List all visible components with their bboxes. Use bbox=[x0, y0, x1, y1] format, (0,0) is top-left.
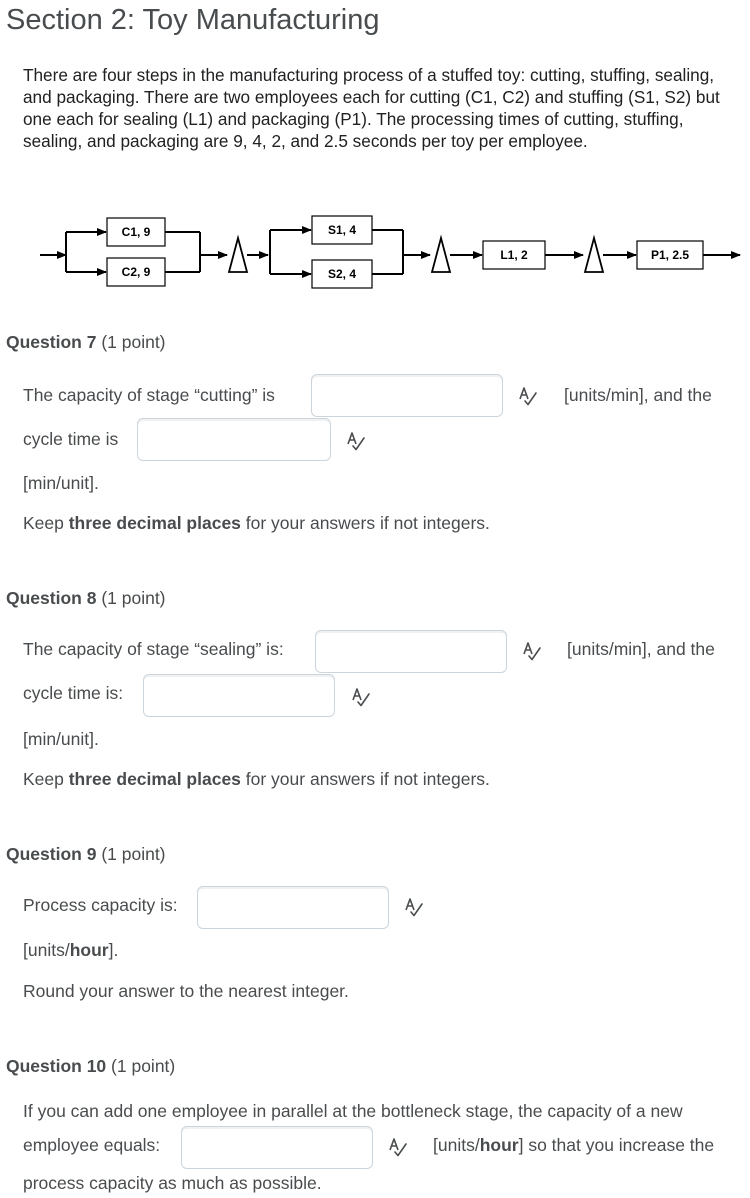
question-9-label: Question 9 bbox=[6, 844, 97, 864]
question-7-label: Question 7 bbox=[6, 332, 97, 352]
q7-unit-b: [min/unit]. bbox=[23, 473, 99, 493]
q10-text-a: employee equals: bbox=[23, 1135, 161, 1155]
page-title: Section 2: Toy Manufacturing bbox=[6, 4, 380, 36]
q9-text-a: Process capacity is: bbox=[23, 895, 178, 915]
process-flow-diagram bbox=[0, 200, 750, 300]
spellcheck-icon[interactable] bbox=[345, 430, 367, 452]
station-p1-label: P1, 2.5 bbox=[650, 248, 690, 262]
q7-cutting-capacity-input[interactable] bbox=[311, 374, 503, 417]
station-s1-label: S1, 4 bbox=[327, 223, 357, 237]
q7-text-a: The capacity of stage “cutting” is bbox=[23, 385, 275, 405]
q7-text-b: cycle time is bbox=[23, 429, 119, 449]
q9-unit: [units/hour]. bbox=[23, 940, 119, 960]
station-l1-label: L1, 2 bbox=[500, 248, 528, 262]
station-c2-label: C2, 9 bbox=[121, 265, 151, 279]
q10-line3: process capacity as much as possible. bbox=[23, 1173, 322, 1193]
question-9-points: (1 point) bbox=[101, 844, 166, 864]
spellcheck-icon[interactable] bbox=[403, 896, 425, 918]
q8-unit-b: [min/unit]. bbox=[23, 729, 99, 749]
q7-note: Keep three decimal places for your answers if not integers. bbox=[23, 513, 490, 533]
question-10-points: (1 point) bbox=[111, 1056, 176, 1076]
q9-process-capacity-input[interactable] bbox=[197, 886, 389, 929]
question-8-heading bbox=[6, 588, 166, 609]
question-10-heading bbox=[6, 1056, 175, 1077]
station-s2-label: S2, 4 bbox=[327, 267, 357, 281]
spellcheck-icon[interactable] bbox=[517, 385, 539, 407]
q8-note: Keep three decimal places for your answers if not integers. bbox=[23, 769, 490, 789]
q8-text-b: cycle time is: bbox=[23, 683, 124, 703]
station-c1-label: C1, 9 bbox=[121, 225, 151, 239]
q9-note: Round your answer to the nearest integer. bbox=[23, 981, 349, 1001]
question-10-label: Question 10 bbox=[6, 1056, 107, 1076]
spellcheck-icon[interactable] bbox=[387, 1136, 409, 1158]
q7-unit-a: [units/min], and the bbox=[564, 385, 712, 405]
q8-text-a: The capacity of stage “sealing” is: bbox=[23, 639, 284, 659]
q7-cycle-time-input[interactable] bbox=[137, 418, 331, 461]
question-7-points: (1 point) bbox=[101, 332, 166, 352]
q8-sealing-capacity-input[interactable] bbox=[315, 630, 507, 673]
spellcheck-icon[interactable] bbox=[521, 640, 543, 662]
q10-line1: If you can add one employee in parallel at the bottleneck stage, the capacity of a new bbox=[23, 1101, 683, 1121]
question-7-heading bbox=[6, 332, 166, 353]
question-8-points: (1 point) bbox=[101, 588, 166, 608]
q10-new-employee-capacity-input[interactable] bbox=[181, 1126, 373, 1169]
spellcheck-icon[interactable] bbox=[350, 686, 372, 708]
problem-description: There are four steps in the manufacturing process of a stuffed toy: cutting, stuffing, sealing, and packaging. There are two employees each for cutting (C1, C2) and stuffing (S1, S2) but one each for sealing (L1) and packaging (P1). The processing times of cutting, stuffing, sealing, and packaging are 9, 4, 2, and 2.5 seconds per toy per employee. bbox=[23, 65, 720, 151]
question-9-heading bbox=[6, 844, 166, 865]
q10-unit: [units/hour] so that you increase the bbox=[433, 1135, 715, 1155]
q8-unit-a: [units/min], and the bbox=[567, 639, 715, 659]
q8-cycle-time-input[interactable] bbox=[143, 674, 335, 717]
question-8-label: Question 8 bbox=[6, 588, 97, 608]
